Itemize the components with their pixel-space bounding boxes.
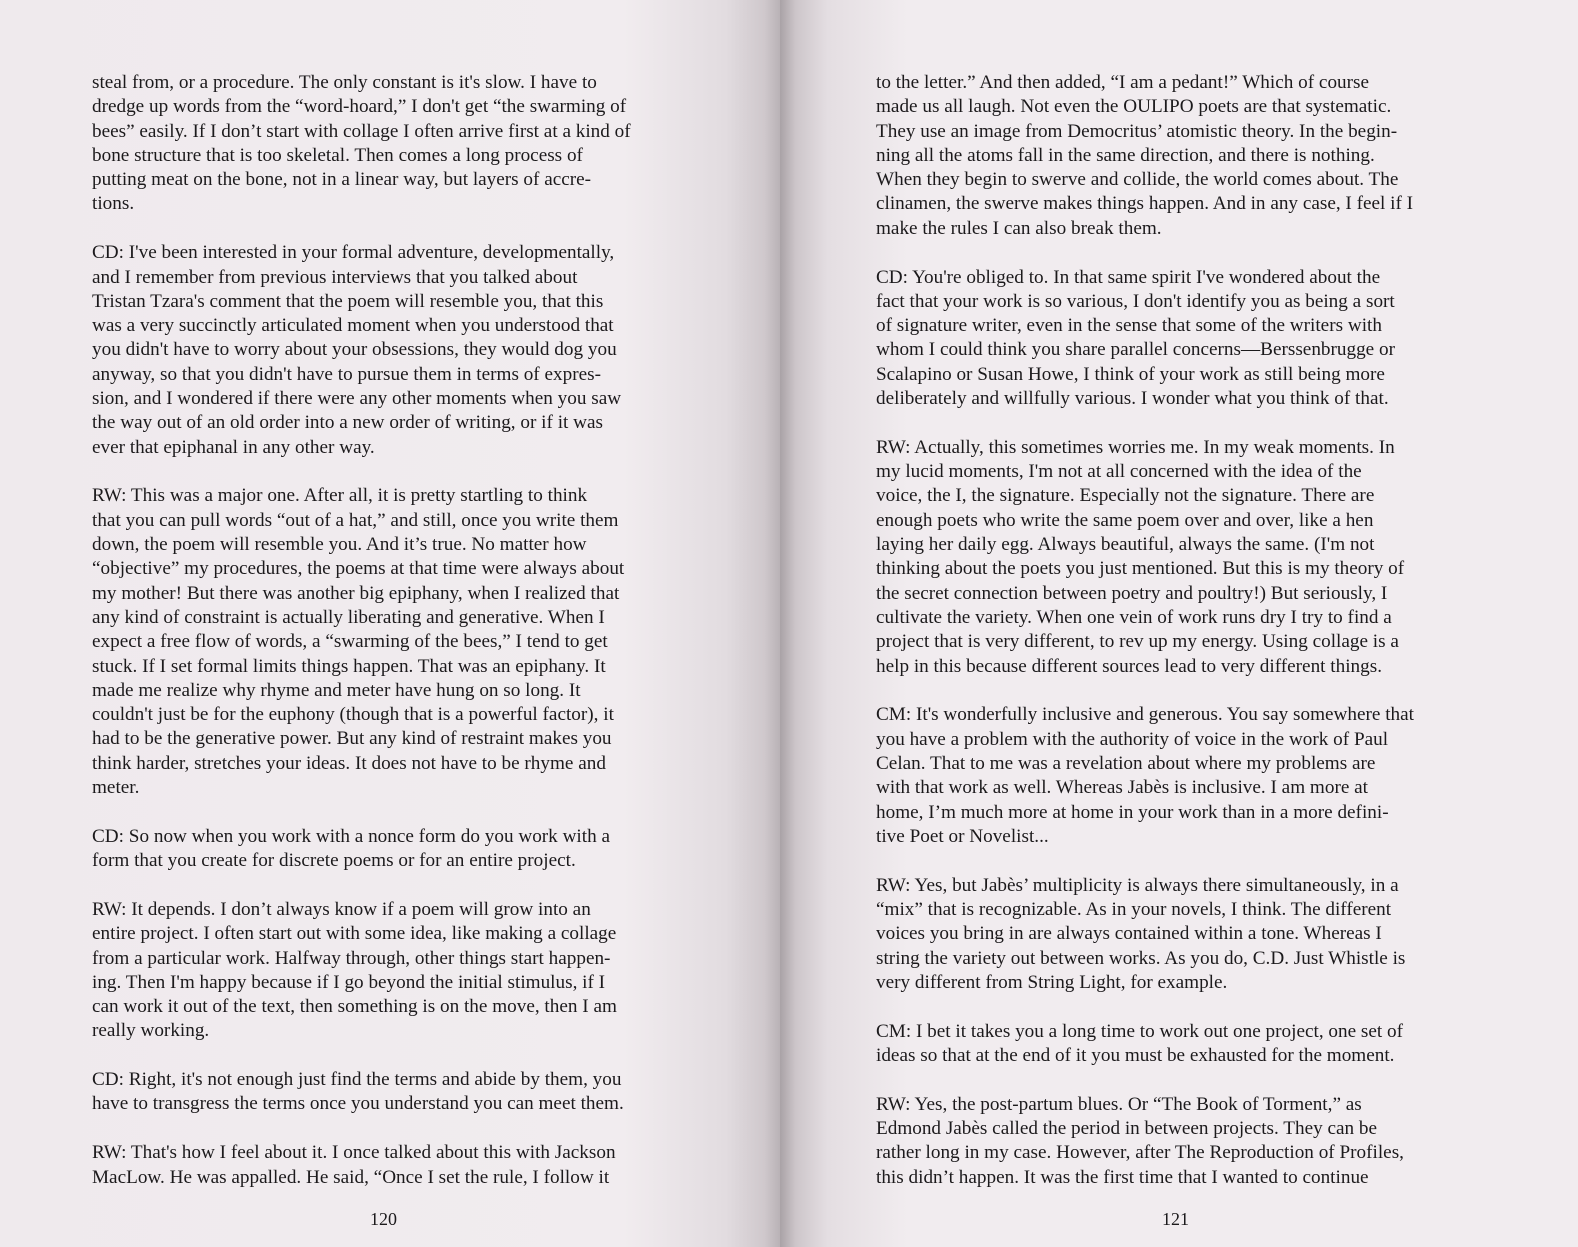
text-line: CM: It's wonderfully inclusive and generous. You say somewhere that: [876, 704, 1414, 726]
text-line: with that work as well. Whereas Jabès is inclusive. I am more at: [876, 777, 1368, 799]
text-line: expect a free flow of words, a “swarming of the bees,” I tend to get: [92, 631, 608, 653]
paragraph: [92, 1141, 686, 1190]
paragraph: [92, 241, 686, 460]
text-line: can work it out of the text, then something is on the move, then I am: [92, 996, 617, 1018]
text-line: When they begin to swerve and collide, the world comes about. The: [876, 169, 1399, 191]
text-line: my mother! But there was another big epiphany, when I realized that: [92, 582, 620, 604]
text-line: entire project. I often start out with some idea, like making a collage: [92, 923, 617, 945]
text-line: CM: I bet it takes you a long time to work out one project, one set of: [876, 1020, 1404, 1042]
text-line: very different from String Light, for example.: [876, 971, 1228, 993]
text-line: thinking about the poets you just mentioned. But this is my theory of: [876, 558, 1405, 580]
text-line: help in this because different sources lead to very different things.: [876, 655, 1383, 677]
paragraph: [876, 266, 1470, 412]
text-line: CD: I've been interested in your formal adventure, developmentally,: [92, 242, 615, 264]
text-line: ning all the atoms fall in the same direction, and there is nothing.: [876, 144, 1375, 166]
left-page: [0, 0, 780, 1247]
text-line: They use an image from Democritus’ atomistic theory. In the begin-: [876, 120, 1398, 142]
text-line: Scalapino or Susan Howe, I think of your work as still being more: [876, 363, 1385, 385]
text-line: project that is very different, to rev up my energy. Using collage is a: [876, 631, 1399, 653]
text-line: enough poets who write the same poem over and over, like a hen: [876, 509, 1374, 531]
text-line: really working.: [92, 1020, 210, 1042]
text-line: voices you bring in are always contained within a tone. Whereas I: [876, 923, 1382, 945]
paragraph: [92, 898, 686, 1044]
paragraph: [876, 703, 1470, 849]
paragraph: [876, 436, 1470, 679]
text-line: sion, and I wondered if there were any other moments when you saw: [92, 388, 622, 410]
text-line: that you can pull words “out of a hat,” and still, once you write them: [92, 509, 619, 531]
text-line: dredge up words from the “word-hoard,” I don't get “the swarming of: [92, 96, 627, 118]
text-line: have to transgress the terms once you understand you can meet them.: [92, 1093, 624, 1115]
text-line: clinamen, the swerve makes things happen. And in any case, I feel if I: [876, 193, 1414, 215]
text-line: anyway, so that you didn't have to pursue them in terms of expres-: [92, 363, 601, 385]
text-line: CD: Right, it's not enough just find the terms and abide by them, you: [92, 1069, 622, 1091]
right-page-body: [876, 71, 1470, 1214]
paragraph: [92, 484, 686, 800]
text-line: RW: Actually, this sometimes worries me. In my weak moments. In: [876, 436, 1395, 458]
text-line: was a very succinctly articulated moment when you understood that: [92, 315, 614, 337]
text-line: voice, the I, the signature. Especially not the signature. There are: [876, 485, 1375, 507]
text-line: the way out of an old order into a new order of writing, or if it was: [92, 412, 603, 434]
left-page-body: [92, 71, 686, 1214]
paragraph: [876, 71, 1470, 241]
text-line: RW: This was a major one. After all, it is pretty startling to think: [92, 485, 588, 507]
text-line: to the letter.” And then added, “I am a pedant!” Which of course: [876, 72, 1369, 93]
text-line: MacLow. He was appalled. He said, “Once I set the rule, I follow it: [92, 1166, 610, 1188]
text-line: “objective” my procedures, the poems at that time were always about: [92, 558, 625, 580]
text-line: CD: So now when you work with a nonce form do you work with a: [92, 825, 610, 847]
text-line: tions.: [92, 193, 135, 215]
paragraph: [876, 874, 1470, 995]
text-line: any kind of constraint is actually liberating and generative. When I: [92, 606, 605, 628]
text-line: Edmond Jabès called the period in between projects. They can be: [876, 1117, 1378, 1139]
text-line: had to be the generative power. But any kind of restraint makes you: [92, 728, 612, 750]
text-line: make the rules I can also break them.: [876, 217, 1162, 239]
text-line: ideas so that at the end of it you must be exhausted for the moment.: [876, 1044, 1395, 1066]
text-line: deliberately and willfully various. I wonder what you think of that.: [876, 388, 1389, 410]
paragraph: [92, 71, 686, 217]
text-line: fact that your work is so various, I don't identify you as being a sort: [876, 290, 1395, 312]
text-line: couldn't just be for the euphony (though that is a powerful factor), it: [92, 704, 614, 726]
text-line: laying her daily egg. Always beautiful, always the same. (I'm not: [876, 534, 1375, 556]
text-line: rather long in my case. However, after The Reproduction of Profiles,: [876, 1142, 1404, 1164]
text-line: you have a problem with the authority of voice in the work of Paul: [876, 728, 1389, 750]
text-line: RW: That's how I feel about it. I once talked about this with Jackson: [92, 1142, 616, 1164]
left-page-number: 120: [370, 1209, 397, 1229]
text-line: putting meat on the bone, not in a linear way, but layers of accre-: [92, 169, 592, 191]
text-line: “mix” that is recognizable. As in your novels, I think. The different: [876, 898, 1392, 920]
text-line: the secret connection between poetry and poultry!) But seriously, I: [876, 582, 1388, 604]
text-line: from a particular work. Halfway through, other things start happen-: [92, 947, 611, 969]
text-line: meter.: [92, 777, 140, 799]
text-line: Celan. That to me was a revelation about where my problems are: [876, 752, 1376, 774]
text-line: bone structure that is too skeletal. Then comes a long process of: [92, 144, 583, 166]
paragraph: [876, 1093, 1470, 1190]
text-line: ing. Then I'm happy because if I go beyond the initial stimulus, if I: [92, 971, 606, 993]
text-line: of signature writer, even in the sense that some of the writers with: [876, 315, 1382, 337]
text-line: this didn’t happen. It was the first time that I wanted to continue: [876, 1166, 1369, 1188]
text-line: steal from, or a procedure. The only constant is it's slow. I have to: [92, 72, 597, 93]
text-line: RW: It depends. I don’t always know if a poem will grow into an: [92, 898, 591, 920]
text-line: RW: Yes, the post-partum blues. Or “The Book of Torment,” as: [876, 1093, 1362, 1115]
text-line: and I remember from previous interviews that you talked about: [92, 266, 578, 288]
text-line: cultivate the variety. When one vein of work runs dry I try to find a: [876, 606, 1392, 628]
text-line: made me realize why rhyme and meter have hung on so long. It: [92, 679, 581, 701]
text-line: CD: You're obliged to. In that same spirit I've wondered about the: [876, 266, 1381, 288]
text-line: bees” easily. If I don’t start with collage I often arrive first at a kind of: [92, 120, 631, 142]
paragraph: [92, 825, 686, 874]
text-line: think harder, stretches your ideas. It does not have to be rhyme and: [92, 752, 606, 774]
right-page: [780, 0, 1578, 1247]
text-line: whom I could think you share parallel concerns—Berssenbrugge or: [876, 339, 1395, 361]
text-line: form that you create for discrete poems or for an entire project.: [92, 850, 576, 872]
text-line: you didn't have to worry about your obsessions, they would dog you: [92, 339, 617, 361]
text-line: my lucid moments, I'm not at all concerned with the idea of the: [876, 461, 1362, 483]
text-line: home, I’m much more at home in your work than in a more defini-: [876, 801, 1389, 823]
text-line: stuck. If I set formal limits things happen. That was an epiphany. It: [92, 655, 606, 677]
text-line: string the variety out between works. As you do, C.D. Just Whistle is: [876, 947, 1406, 969]
text-line: ever that epiphanal in any other way.: [92, 436, 375, 458]
right-page-number: 121: [1162, 1209, 1189, 1229]
text-line: Tristan Tzara's comment that the poem will resemble you, that this: [92, 290, 604, 312]
text-line: RW: Yes, but Jabès’ multiplicity is always there simultaneously, in a: [876, 874, 1399, 896]
paragraph: [92, 1068, 686, 1117]
text-line: down, the poem will resemble you. And it’s true. No matter how: [92, 534, 587, 556]
text-line: tive Poet or Novelist...: [876, 825, 1049, 847]
paragraph: [876, 1020, 1470, 1069]
text-line: made us all laugh. Not even the OULIPO poets are that systematic.: [876, 96, 1392, 118]
